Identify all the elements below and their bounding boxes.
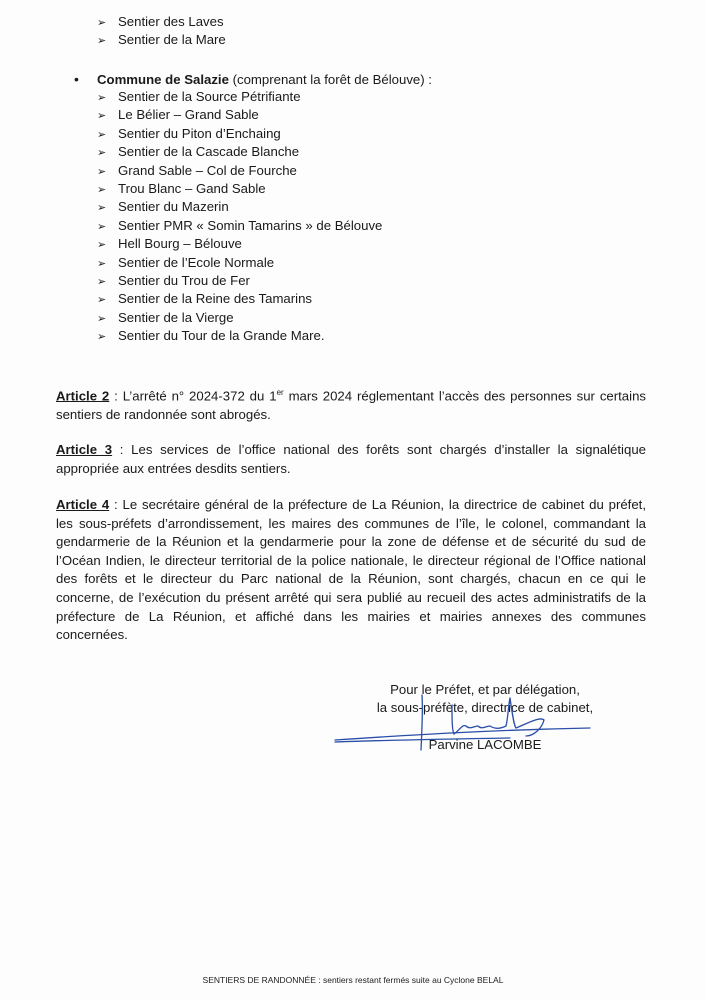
arrow-bullet-icon: ➢ [97,183,107,196]
article-2: Article 2 : L’arrêté n° 2024-372 du 1er mars 2024 réglementant l’accès des personnes sur certains sentiers de randonnée sont abrogés. [56,388,646,422]
arrow-bullet-icon: ➢ [97,92,107,104]
arrow-bullet-icon: ➢ [97,275,107,288]
commune-heading [74,71,432,87]
list-item: ➢ Sentier du Mazerin [97,198,382,216]
signature-line-1: Pour le Préfet, et par délégation, [390,682,580,697]
list-item: ➢ Sentier du Tour de la Grande Mare. [97,327,382,345]
commune-detail: (comprenant la forêt de Bélouve) : [228,72,432,87]
arrow-bullet-icon: ➢ [97,312,107,325]
article-label: Article 3 [56,442,113,457]
bullet-icon: • [74,71,79,87]
list-item: ➢ Sentier de la Cascade Blanche [97,143,382,161]
arrow-bullet-icon: ➢ [97,239,107,252]
page-footer: SENTIERS DE RANDONNÉE : sentiers restant fermés suite au Cyclone BELAL [202,975,504,985]
article-3: Article 3 : Les services de l’office national des forêts sont chargés d’installer la signalétique appropriée aux entrées desdits sentiers. [56,442,646,476]
arrow-bullet-icon: ➢ [97,257,107,270]
arrow-bullet-icon: ➢ [97,17,107,29]
signatory-name: Parvine LACOMBE [428,736,542,752]
commune-name: Commune de Salazie [97,72,229,87]
list-item: ➢ Le Bélier – Grand Sable [97,106,382,124]
list-item: ➢ Trou Blanc – Gand Sable [97,180,382,198]
list-item: ➢ Sentier du Trou de Fer [97,272,382,290]
arrow-bullet-icon: ➢ [97,294,107,307]
list-item: ➢ Sentier de l’Ecole Normale [97,254,382,272]
arrow-bullet-icon: ➢ [97,110,107,123]
list-item: ➢ Sentier PMR « Somin Tamarins » de Bélouve [97,217,382,235]
signature-line-2: la sous-préfète, directrice de cabinet, [376,700,594,716]
list-item: ➢ Grand Sable – Col de Fourche [97,162,382,180]
list-item: ➢ Sentier de la Reine des Tamarins [97,290,382,308]
arrow-bullet-icon: ➢ [97,165,107,178]
article-label: Article 4 [56,497,110,512]
article-4: Article 4 : Le secrétaire général de la préfecture de La Réunion, la directrice de cabinet du préfet, les sous-préfets d’arrondissement, les maires des communes de l’île, le colonel, commandant la gendarmerie de la Réunion et la gendarmerie pour la zone de défense et de sécurité du sud de l’Océan Indien, le directeur territorial de la police nationale, le directeur régional de l’Office national des forêts et le directeur du Parc national de la Réunion, sont chargés, chacun en ce qui le concerne, de l’exécution du présent arrêté qui sera publié au recueil des actes administratifs de la préfecture de La Réunion, et affiché dans les mairies et mairies annexes des communes concernées. [56,497,646,643]
list-item: ➢ Sentier du Piton d’Enchaing [97,125,382,143]
list-item: ➢ Hell Bourg – Bélouve [97,235,382,253]
list-item: ➢ Sentier de la Mare [97,31,226,49]
list-item: ➢ Sentier de la Vierge [97,309,382,327]
arrow-bullet-icon: ➢ [97,331,107,344]
arrow-bullet-icon: ➢ [97,35,107,48]
arrow-bullet-icon: ➢ [97,128,107,141]
signature-block [340,681,630,754]
arrow-bullet-icon: ➢ [97,220,107,233]
list-item: ➢ Sentier des Laves [97,13,226,31]
trail-list-salazie [97,88,382,345]
article-label: Article 2 [56,388,110,404]
arrow-bullet-icon: ➢ [97,202,107,215]
trail-list-previous-commune [97,13,226,50]
arrow-bullet-icon: ➢ [97,147,107,160]
list-item: ➢ Sentier de la Source Pétrifiante [97,88,382,106]
